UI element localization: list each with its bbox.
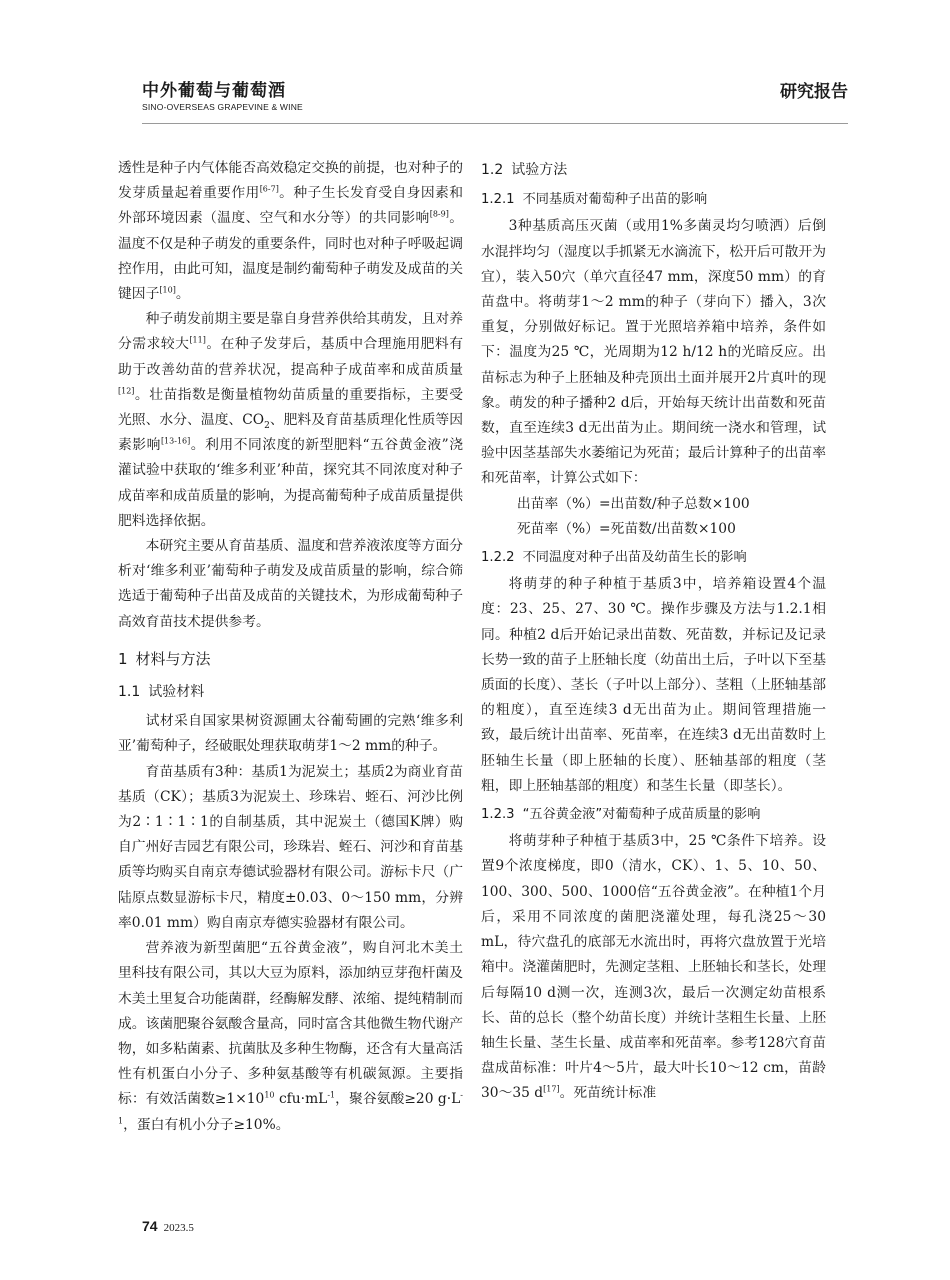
page-footer [142, 1218, 194, 1236]
paragraph: 3种基质高压灭菌（或用1%多菌灵均匀喷洒）后倒水混拌均匀（湿度以手抓紧无水滴流下，松开后可散开为宜），装入50穴（单穴直径47 mm，深度50 mm）的育苗盘中。将萌芽1～2 mm的种子（芽向下）播入，3次重复，分别做好标记。置于光照培养箱中培养，条件如下：温度为25 ℃，光周期为12 h/12 h的光暗反应。出苗标志为种子上胚轴及种壳顶出土面并展开2片真叶的现象。萌发的种子播种2 d后，开始每天统计出苗数和死苗数，直至连续3 d无出苗为止。期间统一浇水和管理，试验中因茎基部失水萎缩记为死苗；最后计算种子的出苗率和死苗率，计算公式如下： [481, 218, 826, 487]
subsubsection-heading: 1.2.2 不同温度对种子出苗及幼苗生长的影响 [481, 550, 747, 566]
journal-title: 中外葡萄与葡萄酒 [142, 81, 286, 101]
formula: 死苗率（%）=死苗数/出苗数×100 [516, 520, 736, 537]
subsubsection-heading: 1.2.1 不同基质对葡萄种子出苗的影响 [481, 192, 708, 208]
left-column [118, 156, 463, 1138]
paragraph: 将萌芽的种子种植于基质3中，培养箱设置4个温度：23、25、27、30 ℃。操作步骤及方法与1.2.1相同。种植2 d后开始记录出苗数、死苗数，并标记及记录长势一致的苗子上胚轴长度（幼苗出土后，子叶以下至基质面的长度）、茎长（子叶以上部分）、茎粗（上胚轴基部的粗度），直至连续3 d无出苗为止。期间管理措施一致，最后统计出苗率、死苗率，在连续3 d无出苗数时上胚轴生长量（即上胚轴的长度）、胚轴基部的粗度（茎粗，即上胚轴基部的粗度）和茎生长量（即茎长）。 [481, 576, 826, 794]
right-column [481, 156, 826, 1107]
paragraph: 本研究主要从育苗基质、温度和营养液浓度等方面分析对‘维多利亚’葡萄种子萌发及成苗质量的影响，综合筛选适于葡萄种子出苗及成苗的关键技术，为形成葡萄种子高效育苗技术提供参考。 [118, 538, 463, 630]
paragraph: 将萌芽种子种植于基质3中，25 ℃条件下培养。设置9个浓度梯度，即0（清水，CK）、1、5、10、50、100、300、500、1000倍“五谷黄金液”。在种植1个月后，采用不同浓度的菌肥浇灌处理，每孔浇25～30 mL，待穴盘孔的底部无水流出时，再将穴盘放置于光培箱中。浇灌菌肥时，先测定茎粗、上胚轴长和茎长，处理后每隔10 d测一次，连测3次，最后一次测定幼苗根系长、苗的总长（整个幼苗长度）并统计茎粗生长量、上胚轴生长量、茎生长量、成苗率和死苗率。参考128穴育苗盘成苗标准：叶片4～5片，最大叶长10～12 cm，苗龄30～35 d[17]。死苗统计标准 [481, 833, 826, 1102]
paragraph: 育苗基质有3种：基质1为泥炭土；基质2为商业育苗基质（CK）；基质3为泥炭土、珍珠岩、蛭石、河沙比例为2∶1∶1∶1的自制基质，其中泥炭土（德国K牌）购自广州好吉园艺有限公司，珍珠岩、蛭石、河沙和育苗基质等均购买自南京寿德试验器材有限公司。游标卡尺（广陆原点数显游标卡尺，精度±0.03、0～150 mm，分辨率0.01 mm）购自南京寿德实验器材有限公司。 [118, 763, 463, 931]
page-number: 74 [142, 1218, 158, 1234]
paragraph: 种子萌发前期主要是靠自身营养供给其萌发，且对养分需求较大[11]。在种子发芽后，基质中合理施用肥料有助于改善幼苗的营养状况，提高种子成苗率和成苗质量[12]。壮苗指数是衡量植物幼苗质量的重要指标，主要受光照、水分、温度、$CO_2$、肥料及育苗基质理化性质等因素影响[13-16]。利用不同浓度的新型肥料“五谷黄金液”浇灌试验中获取的‘维多利亚’种苗，探究其不同浓度对种子成苗率和成苗质量的影响，为提高葡萄种子成苗质量提供肥料选择依据。 [118, 311, 464, 529]
subsection-heading: 1.2 试验方法 [481, 162, 568, 178]
section-heading: 1 材料与方法 [118, 649, 211, 668]
subsubsection-heading: 1.2.3 “五谷黄金液”对葡萄种子成苗质量的影响 [481, 807, 761, 823]
paragraph: 试材采自国家果树资源圃太谷葡萄圃的完熟‘维多利亚’葡萄种子，经破眠处理获取萌芽1～2 mm的种子。 [118, 713, 463, 755]
issue-label: 2023.5 [163, 1222, 194, 1234]
subsection-heading: 1.1 试验材料 [118, 684, 205, 701]
journal-subtitle: SINO-OVERSEAS GRAPEVINE & WINE [142, 102, 303, 112]
header-divider [142, 123, 848, 124]
page-header [142, 76, 848, 122]
paragraph: 营养液为新型菌肥“五谷黄金液”，购自河北木美土里科技有限公司，其以大豆为原料，添加纳豆芽孢杆菌及木美土里复合功能菌群，经酶解发酵、浓缩、提纯精制而成。该菌肥聚谷氨酸含量高，同时富含其他微生物代谢产物，如多粘菌素、抗菌肽及多种生物酶，还含有大量高活性有机蛋白小分子、多种氨基酸等有机碳氮源。主要指标：有效活菌数$\ge 1\times 10^{10}$ $cfu\cdot mL^{-1}$，聚谷氨酸≥20 $g\cdot L^{-1}$，蛋白有机小分子≥10%。 [118, 940, 463, 1133]
section-label: 研究报告 [780, 82, 848, 102]
paragraph: 透性是种子内气体能否高效稳定交换的前提，也对种子的发芽质量起着重要作用[6-7]。种子生长发育受自身因素和外部环境因素（温度、空气和水分等）的共同影响[8-9]。温度不仅是种子萌发的重要条件，同时也对种子呼吸起调控作用，由此可知，温度是制约葡萄种子萌发及成苗的关键因子[10]。 [118, 160, 464, 303]
formula: 出苗率（%）=出苗数/种子总数×100 [516, 495, 750, 512]
